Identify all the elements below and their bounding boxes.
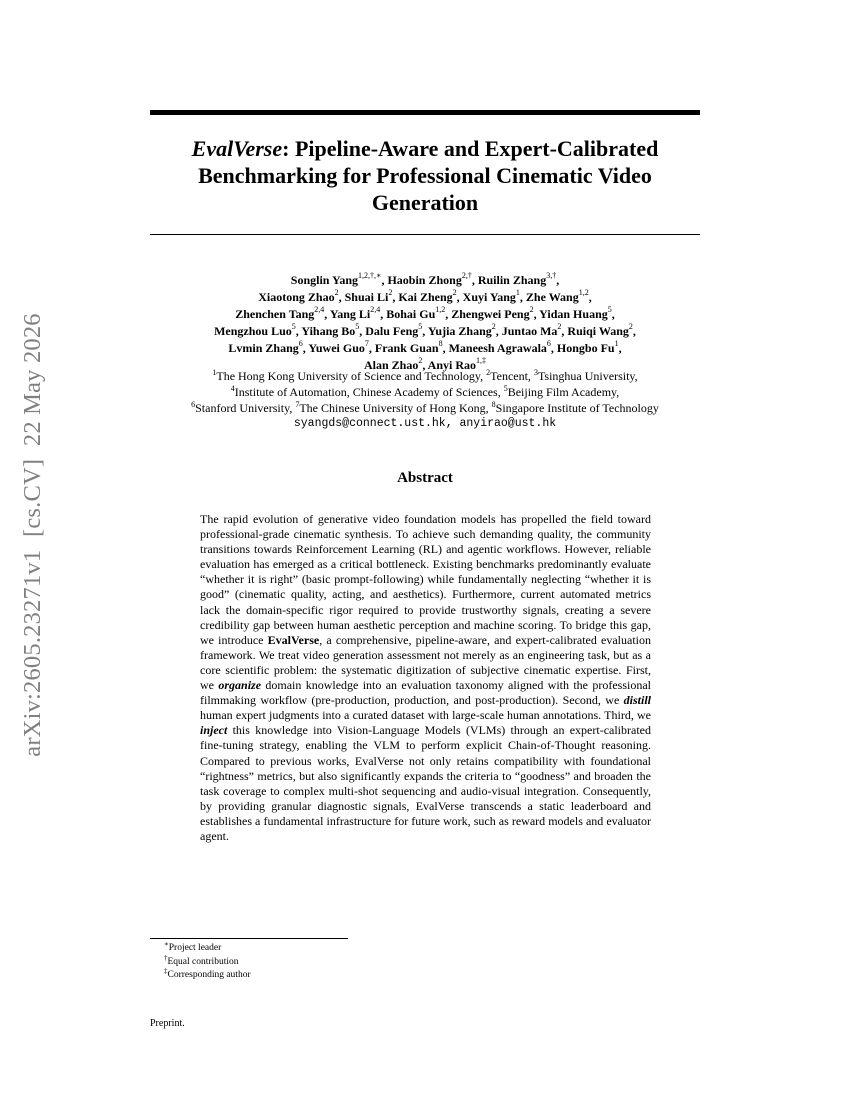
footnote-text: Equal contribution	[167, 956, 239, 967]
affiliation-number: 8	[491, 400, 496, 409]
affiliation-line	[150, 400, 700, 416]
author-affiliation-mark: 2,4	[370, 305, 381, 314]
affiliation-name: Stanford University,	[195, 401, 296, 415]
author-affiliation-mark: 1,‡	[476, 356, 487, 365]
author-affiliation-mark: 5	[355, 322, 360, 331]
author-name: Haobin Zhong	[387, 273, 462, 287]
abstract-text: this knowledge into Vision-Language Models (VLMs) through an expert-calibrated fine-tuning strategy, enabling the VLM to perform explicit Chain-of-Thought reasoning. Compared to previous works, EvalVerse not only retains compatibility with foundational “rightness” metrics, but also significantly expands the criteria to “goodness” and broaden the task coverage to complex multi-shot sequencing and audio-visual integration. Consequently, by providing granular diagnostic signals, EvalVerse transcends a static leaderboard and establishes a fundamental infrastructure for future work, such as reward models and evaluator agent.	[200, 723, 651, 843]
author-affiliation-mark: 2	[628, 322, 633, 331]
preprint-label: Preprint.	[150, 1018, 185, 1029]
affiliation-line	[150, 368, 700, 384]
footnote-mark: †	[164, 953, 168, 962]
footnote-text: Corresponding author	[167, 970, 251, 980]
title-system-name: EvalVerse	[191, 136, 283, 161]
abstract-text: The rapid evolution of generative video foundation models has propelled the field toward professional-grade cinematic synthesis. To achieve such demanding quality, the community transitions towards Reinforcement Learning (RL) and agentic workflows. However, reliable evaluation has emerged as a critical bottleneck. Existing benchmarks predominantly evaluate “whether it is right” (basic prompt-following) while fundamentally neglecting “whether it is good” (cinematic quality, acting, and aesthetics). Furthermore, current automated metrics lack the domain-specific rigor required to provide trustworthy signals, creating a severe credibility gap between human aesthetic perception and machine scoring. To bridge this gap, we introduce	[200, 512, 651, 647]
footnote-rule	[150, 938, 348, 939]
author-line: Mengzhou Luo$^5$, Yihang Bo$^5$, Dalu Feng$^5$, Yujia Zhang$^2$, Juntao Ma$^2$, Ruiqi Wang$^2$,	[214, 322, 636, 338]
author-affiliation-mark: 5	[607, 305, 612, 314]
footnote-text: Project leader	[168, 943, 222, 953]
affiliation-number: 2	[486, 368, 491, 377]
author-name: Yidan Huang	[539, 307, 608, 321]
author-name: Xuyi Yang	[462, 290, 516, 304]
affiliation-name: The Hong Kong University of Science and Technology,	[216, 369, 487, 383]
abstract-body	[200, 512, 651, 844]
abstract-text: , a comprehensive, pipeline-aware, and expert-calibrated evaluation framework. We treat video generation assessment not merely as an engineering task, but as a core scientific problem: the systematic digitization of subjective cinematic expertise. First, we	[200, 632, 652, 693]
footnote	[150, 953, 550, 970]
affiliation-number: 7	[295, 400, 300, 409]
author-affiliation-mark: 2	[491, 322, 496, 331]
author-name: Yuwei Guo	[308, 341, 365, 355]
author-list	[150, 272, 700, 374]
author-name: Kai Zheng	[398, 290, 453, 304]
title-top-rule	[150, 110, 700, 115]
author-line: Zhenchen Tang$^{2,4}$, Yang Li$^{2,4}$, Bohai Gu$^{1,2}$, Zhengwei Peng$^2$, Yidan Huang$^5$,	[235, 305, 615, 321]
author-affiliation-mark: 2	[452, 288, 457, 297]
author-affiliation-mark: 6	[298, 339, 303, 348]
author-name: Xiaotong Zhao	[258, 290, 335, 304]
author-name: Alan Zhao	[363, 358, 419, 372]
footnotes	[150, 939, 550, 983]
author-name: Juntao Ma	[501, 324, 558, 338]
author-line: Lvmin Zhang$^6$, Yuwei Guo$^7$, Frank Guan$^8$, Maneesh Agrawala$^6$, Hongbo Fu$^1$,	[228, 339, 622, 355]
footnote-mark: ‡	[164, 966, 168, 975]
affiliation-name: Institute of Automation, Chinese Academy of Sciences,	[234, 385, 504, 399]
author-affiliation-mark: 1,2,†,∗	[358, 271, 382, 280]
author-name: Ruilin Zhang	[477, 273, 547, 287]
affiliation-name: Tencent,	[490, 369, 534, 383]
author-affiliation-mark: 2	[334, 288, 339, 297]
abstract-text: human expert judgments into a curated dataset with large-scale human annotations. Third, we	[200, 708, 651, 723]
author-name: Lvmin Zhang	[228, 341, 299, 355]
affiliation-name: The Chinese University of Hong Kong,	[299, 401, 492, 415]
abstract-text: domain knowledge into an evaluation taxonomy aligned with the professional filmmaking workflow (pre-production, production, and post-production). Second, we	[200, 678, 651, 708]
author-name: Ruiqi Wang	[567, 324, 629, 338]
affiliation-number: 6	[191, 400, 196, 409]
abstract-system-name: EvalVerse	[267, 632, 320, 647]
affiliation-list	[150, 368, 700, 432]
title-bottom-rule	[150, 234, 700, 235]
affiliation-number: 5	[503, 384, 508, 393]
author-affiliation-mark: 2	[557, 322, 562, 331]
abstract-heading: Abstract	[397, 470, 453, 486]
affiliation-number: 1	[212, 368, 217, 377]
author-affiliation-mark: 3,†	[546, 271, 557, 280]
footnote-mark: ∗	[164, 939, 169, 948]
author-affiliation-mark: 2,4	[314, 305, 325, 314]
affiliation-number: 3	[533, 368, 538, 377]
author-affiliation-mark: 8	[438, 339, 443, 348]
author-name: Frank Guan	[374, 341, 439, 355]
arxiv-side-stamp	[8, 300, 58, 770]
abstract-keyword-distill: distill	[623, 693, 651, 708]
affiliation-number: 4	[230, 384, 235, 393]
author-name: Yang Li	[329, 307, 371, 321]
author-affiliation-mark: 2	[529, 305, 534, 314]
author-affiliation-mark: 5	[418, 322, 423, 331]
author-affiliation-mark: 2,†	[461, 271, 472, 280]
abstract-keyword-organize: organize	[218, 678, 262, 693]
affiliation-name: Beijing Film Academy,	[507, 385, 620, 399]
author-line: Xiaotong Zhao$^2$, Shuai Li$^2$, Kai Zheng$^2$, Xuyi Yang$^1$, Zhe Wang$^{1,2}$,	[258, 288, 592, 304]
author-affiliation-mark: 1,2	[435, 305, 446, 314]
affiliation-name: Singapore Institute of Technology	[495, 401, 659, 415]
author-affiliation-mark: 1,2	[578, 288, 589, 297]
author-name: Zhe Wang	[525, 290, 579, 304]
footnote	[150, 966, 550, 983]
author-name: Zhenchen Tang	[235, 307, 315, 321]
author-name: Zhengwei Peng	[451, 307, 530, 321]
author-affiliation-mark: 2	[388, 288, 393, 297]
affiliation-name: Tsinghua University,	[537, 369, 638, 383]
author-name: Mengzhou Luo	[214, 324, 292, 338]
author-affiliation-mark: 7	[364, 339, 369, 348]
author-name: Songlin Yang	[290, 273, 359, 287]
author-name: Maneesh Agrawala	[448, 341, 547, 355]
author-name: Yihang Bo	[301, 324, 356, 338]
paper-title	[150, 135, 700, 216]
author-name: Dalu Feng	[365, 324, 419, 338]
author-affiliation-mark: 6	[546, 339, 551, 348]
author-affiliation-mark: 5	[291, 322, 296, 331]
title-rest: : Pipeline-Aware and Expert-Calibrated Benchmarking for Professional Cinematic Video Generation	[198, 136, 659, 215]
author-name: Yujia Zhang	[427, 324, 492, 338]
author-line: Alan Zhao$^2$, Anyi Rao$^{1,\ddagger}$	[363, 356, 487, 372]
author-line: Songlin Yang$^{1,2,\dagger,∗}$, Haobin Zhong$^{2,\dagger}$, Ruilin Zhang$^{3,\dagger}$,	[290, 271, 560, 287]
arxiv-identifier: arXiv:2605.23271v1 [cs.CV] 22 May 2026	[19, 313, 46, 757]
author-affiliation-mark: 1	[614, 339, 619, 348]
author-name: Hongbo Fu	[556, 341, 615, 355]
author-name: Shuai Li	[344, 290, 389, 304]
abstract-keyword-inject: inject	[200, 723, 228, 738]
author-name: Anyi Rao	[427, 358, 477, 372]
contact-emails: syangds@connect.ust.hk, anyirao@ust.hk	[293, 417, 557, 430]
author-affiliation-mark: 1	[515, 288, 520, 297]
affiliation-line	[150, 384, 700, 400]
author-name: Bohai Gu	[386, 307, 436, 321]
footnote	[150, 939, 550, 956]
author-affiliation-mark: 2	[418, 356, 423, 365]
